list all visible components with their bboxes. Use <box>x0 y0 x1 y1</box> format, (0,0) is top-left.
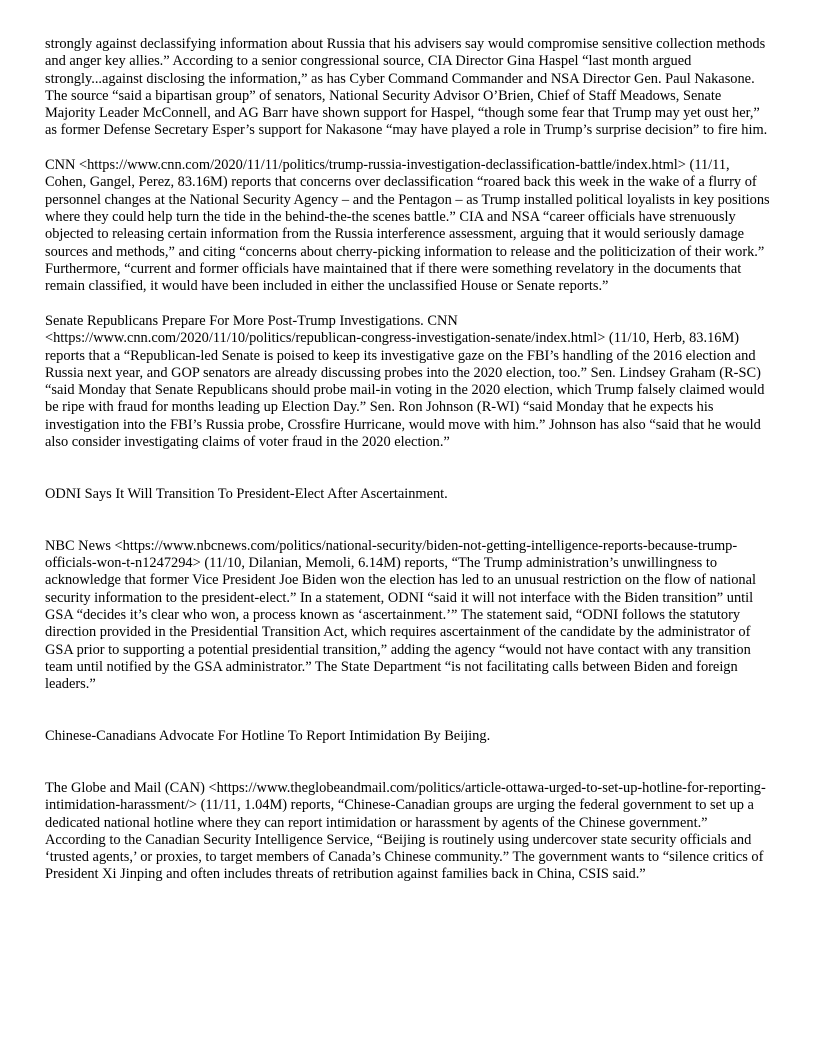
headline-odni-transition: ODNI Says It Will Transition To President-Elect After Ascertainment. <box>45 485 448 502</box>
paragraph-nbc-news: NBC News <https://www.nbcnews.com/politics/national-security/biden-not-getting-intelligence-reports-because-trump-officials-won-t-n1247294> (11/10, Dilanian, Memoli, 6.14M) reports, “The Trump administration’s unwillingness to acknowledge that former Vice President Joe Biden won the election has led to an unusual restriction on the flow of national security information to the president-elect.” In a statement, ODNI “said it will not interface with the Biden transition” until GSA “decides it’s clear who won, a process known as ‘ascertainment.’” The statement said, “ODNI follows the statutory direction provided in the Presidential Transition Act, which requires ascertainment of the candidate by the administrator of GSA prior to supporting a potential presidential transition,” adding the agency “would not have contact with any transition team until notified by the GSA administrator.” The State Department “is not facilitating calls between Biden and foreign leaders.” <box>45 537 757 693</box>
paragraph-spacer <box>45 451 771 486</box>
paragraph-spacer <box>45 503 771 538</box>
paragraph-cnn-declassification: CNN <https://www.cnn.com/2020/11/11/politics/trump-russia-investigation-declassification-battle/index.html> (11/11, Cohen, Gangel, Perez, 83.16M) reports that concerns over declassification “roared back this week in the wake of a flurry of personnel changes at the National Security Agency – and the Pentagon – as Trump installed political loyalists in key positions where they could help turn the tide in the behind-the-the scenes battle.” CIA and NSA “career officials have strenuously objected to releasing certain information from the Russia interference assessment, arguing that it would seriously damage sources and methods,” and citing “concerns about cherry-picking information to release and the politicization of their work.” Furthermore, “current and former officials have maintained that if there were something revelatory in the documents that remain classified, it would have been included in either the unclassified House or Senate reports.” <box>45 157 770 295</box>
paragraph-spacer <box>45 693 771 728</box>
headline-chinese-canadians-hotline: Chinese-Canadians Advocate For Hotline To Report Intimidation By Beijing. <box>45 728 491 745</box>
paragraph-globe-and-mail: The Globe and Mail (CAN) <https://www.theglobeandmail.com/politics/article-ottawa-urged-to-set-up-hotline-for-reporting-intimidation-harassment/> (11/11, 1.04M) reports, “Chinese-Canadian groups are urging the federal government to set up a dedicated national hotline where they can report intimidation or harassment by agents of the Chinese government.” According to the Canadian Security Intelligence Service, “Beijing is routinely using undercover state security officials and ‘trusted agents,’ or proxies, to target members of Canada’s Chinese community.” The government wants to “silence critics of President Xi Jinping and often includes threats of retribution against families back in China, CSIS said.” <box>45 779 766 883</box>
paragraph-spacer <box>45 296 771 313</box>
paragraph-senate-republicans: Senate Republicans Prepare For More Post-Trump Investigations. CNN <https://www.cnn.com/2020/11/10/politics/republican-congress-investigation-senate/index.html> (11/10, Herb, 83.16M) reports that a “Republican-led Senate is poised to keep its investigative gaze on the FBI’s handling of the 2016 election and Russia next year, and GOP senators are already discussing probes into the 2020 election, too.” Sen. Lindsey Graham (R-SC) “said Monday that Senate Republicans should probe mail-in voting in the 2020 election, which Trump falsely claimed would be ripe with fraud for months leading up Election Day.” Sen. Ron Johnson (R-WI) “said Monday that he expects his investigation into the FBI’s Russia probe, Crossfire Hurricane, would move with him.” Johnson has also “said that he would also consider investigating claims of voter fraud in the 2020 election.” <box>45 312 765 451</box>
paragraph-spacer <box>45 745 771 780</box>
document-page <box>45 36 771 884</box>
paragraph-spacer <box>45 140 771 157</box>
paragraph-russia-declassification-continued: strongly against declassifying information about Russia that his advisers say would compromise sensitive collection methods and anger key allies.” According to a senior congressional source, CIA Director Gina Haspel “last month argued strongly...against disclosing the information,” as has Cyber Command Commander and NSA Director Gen. Paul Nakasone. The source “said a bipartisan group” of senators, National Security Advisor O’Brien, Chief of Staff Meadows, Senate Majority Leader McConnell, and AG Barr have shown support for Haspel, “though some fear that Trump may yet oust her,” as former Defense Secretary Esper’s support for Nakasone “may have played a role in Trump’s surprise decision” to fire him. <box>45 36 768 139</box>
